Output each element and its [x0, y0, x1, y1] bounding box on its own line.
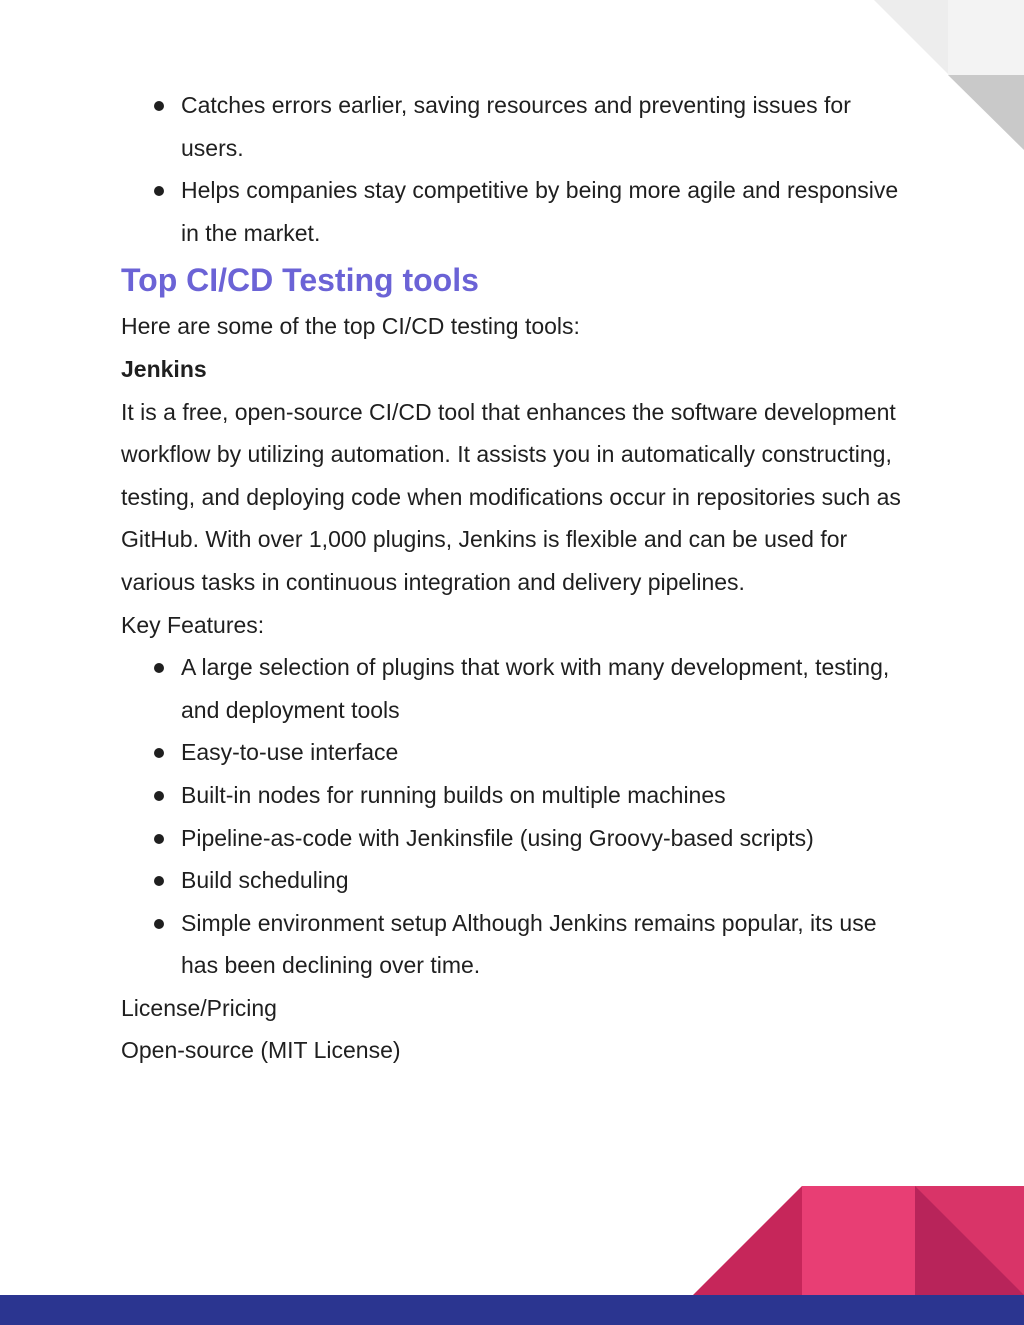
- list-item: Catches errors earlier, saving resources and preventing issues for users.: [121, 84, 911, 169]
- license-value: Open-source (MIT License): [121, 1037, 401, 1064]
- key-features-label: Key Features:: [121, 611, 265, 638]
- list-item: A large selection of plugins that work with many development, testing, and deployment tools: [121, 646, 911, 731]
- list-item: Built-in nodes for running builds on multiple machines: [121, 774, 911, 817]
- document-body: [121, 84, 911, 1072]
- license-label: License/Pricing: [121, 994, 277, 1021]
- section-heading: Top CI/CD Testing tools: [121, 262, 479, 299]
- intro-bullet-list: [121, 84, 911, 254]
- list-item: Build scheduling: [121, 859, 911, 902]
- list-item: Helps companies stay competitive by being more agile and responsive in the market.: [121, 169, 911, 254]
- list-item: Pipeline-as-code with Jenkinsfile (using Groovy-based scripts): [121, 817, 911, 860]
- list-item: Easy-to-use interface: [121, 731, 911, 774]
- corner-fold-shadow: [948, 75, 1024, 150]
- accent-block-pink: [802, 1186, 915, 1295]
- tool-name: Jenkins: [121, 355, 207, 382]
- accent-triangle-crimson: [693, 1186, 802, 1295]
- footer-bar: [0, 1295, 1024, 1325]
- section-intro: Here are some of the top CI/CD testing tools:: [121, 313, 580, 340]
- list-item: Simple environment setup Although Jenkins remains popular, its use has been declining over time.: [121, 902, 911, 987]
- corner-fold-panel: [948, 0, 1024, 75]
- key-features-list: [121, 646, 911, 987]
- tool-description: It is a free, open-source CI/CD tool that enhances the software development workflow by utilizing automation. It assists you in automatically constructing, testing, and deploying code when modifications occur in repositories such as GitHub. With over 1,000 plugins, Jenkins is flexible and can be used for various tasks in continuous integration and delivery pipelines.: [121, 398, 901, 595]
